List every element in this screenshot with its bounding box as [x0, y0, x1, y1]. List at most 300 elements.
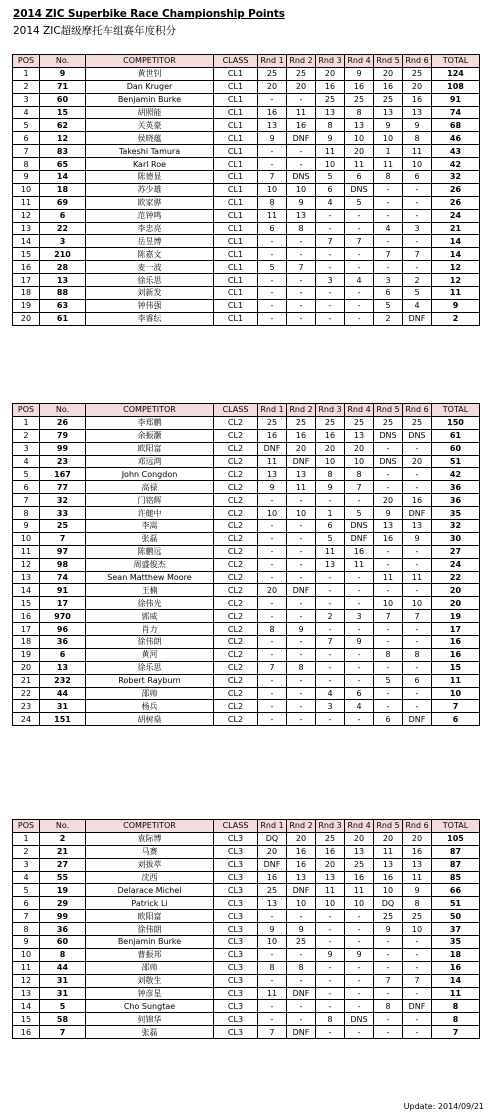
- cell-competitor: 苏少雄: [86, 183, 214, 196]
- cell-pos: 8: [13, 923, 40, 936]
- cell-rnd3: 4: [316, 687, 345, 700]
- cell-number: 19: [40, 884, 86, 897]
- header-rnd3: Rnd 3: [316, 820, 345, 833]
- cell-pos: 5: [13, 468, 40, 481]
- cell-rnd2: 8: [287, 222, 316, 235]
- cell-pos: 18: [13, 287, 40, 300]
- cell-total: 42: [432, 468, 480, 481]
- cell-competitor: 张磊: [86, 1026, 214, 1039]
- header-rnd4: Rnd 4: [345, 820, 374, 833]
- cell-class: CL3: [214, 974, 258, 987]
- cell-rnd2: 25: [287, 936, 316, 949]
- cell-rnd2: 25: [287, 67, 316, 80]
- cell-competitor: 徐伟光: [86, 597, 214, 610]
- cell-rnd6: -: [403, 623, 432, 636]
- header-rnd1: Rnd 1: [258, 55, 287, 68]
- cell-class: CL2: [214, 700, 258, 713]
- cell-competitor: 胡照能: [86, 106, 214, 119]
- cell-rnd3: -: [316, 597, 345, 610]
- table-row: [13, 545, 480, 558]
- cell-total: 15: [432, 661, 480, 674]
- cell-rnd5: 20: [374, 494, 403, 507]
- cell-rnd5: -: [374, 987, 403, 1000]
- cell-rnd2: 8: [287, 961, 316, 974]
- cell-rnd3: -: [316, 299, 345, 312]
- cell-competitor: 曹振邦: [86, 948, 214, 961]
- cell-rnd5: -: [374, 442, 403, 455]
- cell-class: CL1: [214, 222, 258, 235]
- cell-number: 91: [40, 584, 86, 597]
- cell-rnd5: 9: [374, 923, 403, 936]
- cell-rnd2: DNF: [287, 584, 316, 597]
- cell-rnd1: 8: [258, 961, 287, 974]
- cell-rnd5: -: [374, 636, 403, 649]
- cell-rnd2: -: [287, 571, 316, 584]
- cell-rnd4: 16: [345, 871, 374, 884]
- table-row: [13, 923, 480, 936]
- cell-rnd6: -: [403, 481, 432, 494]
- cell-rnd3: 20: [316, 858, 345, 871]
- cell-rnd4: 5: [345, 196, 374, 209]
- cell-rnd6: -: [403, 468, 432, 481]
- cell-rnd6: 20: [403, 455, 432, 468]
- cell-class: CL2: [214, 584, 258, 597]
- cell-rnd5: 4: [374, 222, 403, 235]
- cell-total: 105: [432, 832, 480, 845]
- cell-competitor: Cho Sungtae: [86, 1000, 214, 1013]
- table-row: [13, 674, 480, 687]
- cell-rnd5: 6: [374, 713, 403, 726]
- cell-class: CL3: [214, 910, 258, 923]
- cell-rnd6: -: [403, 700, 432, 713]
- cell-rnd2: -: [287, 700, 316, 713]
- cell-number: 44: [40, 687, 86, 700]
- cell-pos: 2: [13, 845, 40, 858]
- table-row: [13, 871, 480, 884]
- cell-rnd5: -: [374, 687, 403, 700]
- cell-rnd2: DNF: [287, 132, 316, 145]
- cell-rnd4: -: [345, 1000, 374, 1013]
- header-rnd1: Rnd 1: [258, 404, 287, 417]
- cell-total: 50: [432, 910, 480, 923]
- cell-class: CL1: [214, 235, 258, 248]
- cell-class: CL1: [214, 274, 258, 287]
- cell-rnd4: 7: [345, 235, 374, 248]
- cell-competitor: 侯晓蕴: [86, 132, 214, 145]
- table-row: [13, 897, 480, 910]
- cell-rnd4: 13: [345, 429, 374, 442]
- cell-rnd2: DNS: [287, 171, 316, 184]
- header-competitor: COMPETITOR: [86, 55, 214, 68]
- cell-rnd3: -: [316, 494, 345, 507]
- cell-competitor: 袁际博: [86, 832, 214, 845]
- header-total: TOTAL: [432, 55, 480, 68]
- cell-number: 83: [40, 145, 86, 158]
- cell-rnd4: 9: [345, 67, 374, 80]
- cell-rnd3: -: [316, 910, 345, 923]
- cell-rnd4: 20: [345, 832, 374, 845]
- cell-rnd2: 9: [287, 923, 316, 936]
- title-chinese: 2014 ZIC超级摩托车组赛年度积分: [13, 25, 177, 37]
- cell-pos: 1: [13, 67, 40, 80]
- cell-rnd3: 6: [316, 183, 345, 196]
- cell-rnd1: 20: [258, 80, 287, 93]
- cell-class: CL1: [214, 145, 258, 158]
- cell-rnd5: 8: [374, 648, 403, 661]
- cell-rnd1: -: [258, 520, 287, 533]
- cell-class: CL1: [214, 93, 258, 106]
- cell-total: 32: [432, 171, 480, 184]
- cell-rnd5: DQ: [374, 897, 403, 910]
- cell-rnd6: -: [403, 687, 432, 700]
- cell-rnd1: 11: [258, 209, 287, 222]
- cell-rnd6: 11: [403, 145, 432, 158]
- table-row: [13, 687, 480, 700]
- cell-rnd2: -: [287, 1013, 316, 1026]
- cell-rnd5: DNS: [374, 455, 403, 468]
- cell-rnd6: 3: [403, 222, 432, 235]
- cell-rnd5: -: [374, 1013, 403, 1026]
- cell-total: 21: [432, 222, 480, 235]
- cell-rnd5: DNS: [374, 429, 403, 442]
- cell-class: CL3: [214, 832, 258, 845]
- header-rnd5: Rnd 5: [374, 404, 403, 417]
- cell-number: 151: [40, 713, 86, 726]
- cell-number: 3: [40, 235, 86, 248]
- cell-rnd1: -: [258, 93, 287, 106]
- cell-competitor: John Congdon: [86, 468, 214, 481]
- cell-rnd5: -: [374, 623, 403, 636]
- cell-rnd1: 10: [258, 507, 287, 520]
- cell-total: 91: [432, 93, 480, 106]
- cell-rnd6: 4: [403, 299, 432, 312]
- cell-number: 29: [40, 897, 86, 910]
- cell-rnd6: 16: [403, 494, 432, 507]
- cell-rnd3: 8: [316, 119, 345, 132]
- cell-rnd2: 11: [287, 106, 316, 119]
- cell-class: CL3: [214, 987, 258, 1000]
- cell-rnd3: 10: [316, 897, 345, 910]
- cell-class: CL2: [214, 468, 258, 481]
- cell-rnd6: 16: [403, 845, 432, 858]
- cell-competitor: 李忠亮: [86, 222, 214, 235]
- cell-rnd1: -: [258, 910, 287, 923]
- cell-rnd3: 20: [316, 442, 345, 455]
- cell-rnd3: 20: [316, 67, 345, 80]
- cell-rnd1: 10: [258, 936, 287, 949]
- cell-rnd3: 4: [316, 196, 345, 209]
- cell-rnd5: 20: [374, 67, 403, 80]
- cell-rnd2: -: [287, 713, 316, 726]
- cell-pos: 2: [13, 429, 40, 442]
- cell-rnd2: -: [287, 274, 316, 287]
- cell-rnd3: -: [316, 974, 345, 987]
- cell-rnd6: 13: [403, 858, 432, 871]
- table-row: [13, 558, 480, 571]
- cell-competitor: Delarace Michel: [86, 884, 214, 897]
- cell-competitor: 邵帅: [86, 961, 214, 974]
- cell-class: CL1: [214, 196, 258, 209]
- cell-rnd4: -: [345, 299, 374, 312]
- cell-rnd2: 10: [287, 507, 316, 520]
- cell-total: 51: [432, 897, 480, 910]
- cell-rnd1: -: [258, 248, 287, 261]
- cell-total: 61: [432, 429, 480, 442]
- cell-class: CL2: [214, 636, 258, 649]
- cell-rnd1: -: [258, 948, 287, 961]
- cell-rnd4: 25: [345, 416, 374, 429]
- cell-number: 77: [40, 481, 86, 494]
- cell-rnd1: 9: [258, 923, 287, 936]
- cell-total: 6: [432, 713, 480, 726]
- header-rnd2: Rnd 2: [287, 55, 316, 68]
- cell-class: CL1: [214, 299, 258, 312]
- cell-rnd6: DNS: [403, 429, 432, 442]
- cell-rnd4: DNS: [345, 1013, 374, 1026]
- cell-number: 7: [40, 1026, 86, 1039]
- cell-rnd1: 6: [258, 222, 287, 235]
- cell-class: CL3: [214, 845, 258, 858]
- cell-class: CL2: [214, 713, 258, 726]
- cell-rnd5: 10: [374, 597, 403, 610]
- cell-rnd6: -: [403, 636, 432, 649]
- cell-rnd1: -: [258, 235, 287, 248]
- cell-number: 167: [40, 468, 86, 481]
- cell-rnd3: -: [316, 571, 345, 584]
- cell-class: CL2: [214, 674, 258, 687]
- cell-competitor: 欧阳富: [86, 910, 214, 923]
- cell-number: 12: [40, 132, 86, 145]
- cell-rnd3: -: [316, 1026, 345, 1039]
- cell-rnd2: DNF: [287, 884, 316, 897]
- cell-pos: 14: [13, 235, 40, 248]
- cell-rnd2: -: [287, 648, 316, 661]
- cell-competitor: 陈嘉文: [86, 248, 214, 261]
- cell-rnd6: 9: [403, 532, 432, 545]
- cell-rnd1: -: [258, 158, 287, 171]
- cell-rnd3: -: [316, 961, 345, 974]
- header-class: CLASS: [214, 404, 258, 417]
- cell-number: 58: [40, 1013, 86, 1026]
- cell-competitor: 邵帅: [86, 687, 214, 700]
- table-row: [13, 597, 480, 610]
- cell-total: 12: [432, 261, 480, 274]
- table-row: [13, 80, 480, 93]
- cell-competitor: 徐乐思: [86, 274, 214, 287]
- cell-pos: 10: [13, 948, 40, 961]
- cell-rnd2: -: [287, 287, 316, 300]
- cell-rnd5: -: [374, 481, 403, 494]
- cell-competitor: 何锦华: [86, 1013, 214, 1026]
- cell-pos: 8: [13, 158, 40, 171]
- cell-competitor: 许健中: [86, 507, 214, 520]
- cell-rnd1: 25: [258, 67, 287, 80]
- cell-rnd1: DNF: [258, 858, 287, 871]
- cell-competitor: 刘敬生: [86, 974, 214, 987]
- cell-rnd4: -: [345, 248, 374, 261]
- cell-rnd5: 11: [374, 158, 403, 171]
- cell-total: 150: [432, 416, 480, 429]
- cell-rnd6: -: [403, 1013, 432, 1026]
- cell-number: 232: [40, 674, 86, 687]
- cell-pos: 20: [13, 661, 40, 674]
- cell-total: 85: [432, 871, 480, 884]
- cell-rnd1: -: [258, 545, 287, 558]
- cell-rnd6: 10: [403, 923, 432, 936]
- cell-pos: 11: [13, 196, 40, 209]
- cell-rnd1: -: [258, 494, 287, 507]
- table-row: [13, 936, 480, 949]
- cell-rnd5: 25: [374, 910, 403, 923]
- cell-total: 43: [432, 145, 480, 158]
- cell-rnd3: 6: [316, 520, 345, 533]
- cell-rnd6: 9: [403, 119, 432, 132]
- cell-rnd4: 5: [345, 507, 374, 520]
- cell-total: 18: [432, 948, 480, 961]
- cell-rnd5: -: [374, 948, 403, 961]
- cell-competitor: 马赛: [86, 845, 214, 858]
- cell-rnd2: 16: [287, 845, 316, 858]
- cell-competitor: 周盛俊杰: [86, 558, 214, 571]
- cell-total: 32: [432, 520, 480, 533]
- cell-rnd3: 13: [316, 106, 345, 119]
- cell-pos: 6: [13, 481, 40, 494]
- header-rnd5: Rnd 5: [374, 820, 403, 833]
- cell-rnd5: 10: [374, 132, 403, 145]
- cell-total: 27: [432, 545, 480, 558]
- cell-class: CL1: [214, 261, 258, 274]
- cell-rnd1: 16: [258, 871, 287, 884]
- table-row: [13, 209, 480, 222]
- cell-rnd3: -: [316, 923, 345, 936]
- cell-number: 32: [40, 494, 86, 507]
- cell-class: CL2: [214, 416, 258, 429]
- cell-class: CL2: [214, 571, 258, 584]
- cell-rnd4: -: [345, 961, 374, 974]
- cell-rnd2: 16: [287, 429, 316, 442]
- cell-rnd1: 7: [258, 171, 287, 184]
- cell-rnd3: 10: [316, 158, 345, 171]
- cell-competitor: 门铭辉: [86, 494, 214, 507]
- header-rnd2: Rnd 2: [287, 404, 316, 417]
- cell-rnd4: 4: [345, 274, 374, 287]
- cell-rnd3: 16: [316, 845, 345, 858]
- cell-rnd3: 1: [316, 507, 345, 520]
- cell-pos: 10: [13, 532, 40, 545]
- cell-rnd2: DNF: [287, 987, 316, 1000]
- cell-rnd5: 9: [374, 119, 403, 132]
- cell-pos: 13: [13, 222, 40, 235]
- cell-rnd2: 20: [287, 832, 316, 845]
- table-row: [13, 961, 480, 974]
- table-row: [13, 248, 480, 261]
- cell-competitor: 刘拔萃: [86, 858, 214, 871]
- header-rnd5: Rnd 5: [374, 55, 403, 68]
- cell-competitor: 高禄: [86, 481, 214, 494]
- cell-pos: 18: [13, 636, 40, 649]
- table-row: [13, 274, 480, 287]
- cell-rnd3: -: [316, 287, 345, 300]
- header-total: TOTAL: [432, 404, 480, 417]
- cell-rnd5: -: [374, 936, 403, 949]
- cell-class: CL2: [214, 545, 258, 558]
- cell-rnd2: 16: [287, 119, 316, 132]
- cell-competitor: 范钟鸣: [86, 209, 214, 222]
- cell-total: 19: [432, 610, 480, 623]
- cell-competitor: 关英豪: [86, 119, 214, 132]
- cell-number: 33: [40, 507, 86, 520]
- cell-rnd3: -: [316, 648, 345, 661]
- cell-total: 60: [432, 442, 480, 455]
- table-header-row: [13, 820, 480, 833]
- cell-pos: 15: [13, 597, 40, 610]
- cell-rnd1: 11: [258, 987, 287, 1000]
- cell-pos: 9: [13, 520, 40, 533]
- cell-competitor: 肖力: [86, 623, 214, 636]
- cell-rnd2: -: [287, 674, 316, 687]
- cell-rnd6: DNF: [403, 1000, 432, 1013]
- cell-competitor: Takeshi Tamura: [86, 145, 214, 158]
- cell-rnd6: -: [403, 235, 432, 248]
- cell-rnd4: -: [345, 597, 374, 610]
- table-row: [13, 713, 480, 726]
- cell-rnd4: -: [345, 923, 374, 936]
- cell-total: 74: [432, 106, 480, 119]
- cell-rnd1: -: [258, 145, 287, 158]
- cell-competitor: 余振灏: [86, 429, 214, 442]
- cell-class: CL3: [214, 884, 258, 897]
- header-rnd6: Rnd 6: [403, 820, 432, 833]
- cell-rnd5: 6: [374, 287, 403, 300]
- cell-rnd6: -: [403, 948, 432, 961]
- table-row: [13, 455, 480, 468]
- cell-rnd3: 13: [316, 558, 345, 571]
- cell-competitor: 徐伟朗: [86, 923, 214, 936]
- cell-class: CL2: [214, 494, 258, 507]
- cell-rnd3: -: [316, 584, 345, 597]
- cell-rnd5: -: [374, 700, 403, 713]
- cell-rnd3: 11: [316, 145, 345, 158]
- table-row: [13, 416, 480, 429]
- cell-total: 46: [432, 132, 480, 145]
- cell-rnd1: -: [258, 558, 287, 571]
- cell-rnd2: -: [287, 610, 316, 623]
- cell-number: 71: [40, 80, 86, 93]
- cell-rnd4: -: [345, 494, 374, 507]
- header-number: No.: [40, 404, 86, 417]
- cell-rnd6: -: [403, 545, 432, 558]
- cell-rnd5: 16: [374, 871, 403, 884]
- cell-rnd4: -: [345, 287, 374, 300]
- cell-total: 16: [432, 961, 480, 974]
- cell-rnd5: 1: [374, 145, 403, 158]
- cell-competitor: Sean Matthew Moore: [86, 571, 214, 584]
- cell-rnd4: 13: [345, 119, 374, 132]
- cell-rnd4: 6: [345, 171, 374, 184]
- cell-rnd3: -: [316, 674, 345, 687]
- cell-number: 17: [40, 597, 86, 610]
- cell-rnd4: 25: [345, 858, 374, 871]
- header-pos: POS: [13, 404, 40, 417]
- cell-class: CL2: [214, 558, 258, 571]
- cell-rnd1: -: [258, 700, 287, 713]
- cell-competitor: Benjamin Burke: [86, 93, 214, 106]
- cell-class: CL2: [214, 429, 258, 442]
- cell-rnd3: -: [316, 661, 345, 674]
- cell-rnd2: DNF: [287, 455, 316, 468]
- table-row: [13, 987, 480, 1000]
- cell-total: 35: [432, 936, 480, 949]
